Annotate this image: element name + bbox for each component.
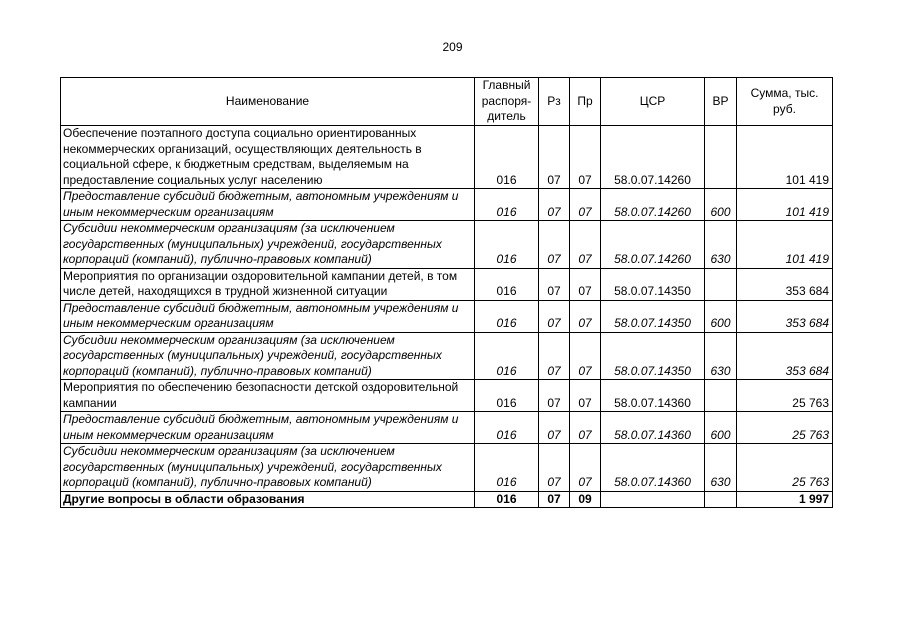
row-csr: 58.0.07.14260 [601,189,705,221]
table-header-row [61,78,833,126]
row-name: Предоставление субсидий бюджетным, автономным учреждениям и иным некоммерческим организациям [61,412,475,444]
table-row [61,300,833,332]
row-vr [705,126,737,189]
row-rz: 07 [539,300,570,332]
budget-table [60,77,833,508]
table-row [61,380,833,412]
row-grs: 016 [475,412,539,444]
header-name: Наименование [61,78,475,126]
row-vr: 630 [705,332,737,380]
row-rz: 07 [539,491,570,508]
row-rz: 07 [539,444,570,492]
row-sum: 353 684 [737,268,833,300]
row-sum: 353 684 [737,332,833,380]
row-vr: 600 [705,189,737,221]
row-vr [705,268,737,300]
row-sum: 25 763 [737,412,833,444]
header-pr: Пр [570,78,601,126]
row-csr: 58.0.07.14350 [601,332,705,380]
row-rz: 07 [539,268,570,300]
row-vr: 630 [705,444,737,492]
header-rz: Рз [539,78,570,126]
header-main-manager: Главный распоря-дитель [475,78,539,126]
row-csr: 58.0.07.14260 [601,221,705,269]
row-name: Мероприятия по организации оздоровительной кампании детей, в том числе детей, находящихся в трудной жизненной ситуации [61,268,475,300]
row-pr: 07 [570,221,601,269]
row-pr: 09 [570,491,601,508]
row-grs: 016 [475,126,539,189]
row-csr [601,491,705,508]
row-pr: 07 [570,126,601,189]
row-name: Обеспечение поэтапного доступа социально ориентированных некоммерческих организаций, осуществляющих деятельность в социальной сфере, к бюджетным средствам, выделяемым на предоставление социальных услуг населению [61,126,475,189]
row-sum: 101 419 [737,221,833,269]
row-name: Мероприятия по обеспечению безопасности детской оздоровительной кампании [61,380,475,412]
row-pr: 07 [570,300,601,332]
row-sum: 101 419 [737,189,833,221]
row-rz: 07 [539,412,570,444]
page-number: 209 [442,40,463,54]
row-csr: 58.0.07.14350 [601,268,705,300]
row-grs: 016 [475,332,539,380]
table-row [61,221,833,269]
row-grs: 016 [475,300,539,332]
row-pr: 07 [570,189,601,221]
row-grs: 016 [475,491,539,508]
row-vr [705,380,737,412]
row-vr [705,491,737,508]
row-grs: 016 [475,380,539,412]
row-csr: 58.0.07.14260 [601,126,705,189]
table-row [61,126,833,189]
row-name: Другие вопросы в области образования [61,491,475,508]
row-grs: 016 [475,221,539,269]
row-sum: 25 763 [737,380,833,412]
row-grs: 016 [475,268,539,300]
row-grs: 016 [475,189,539,221]
row-pr: 07 [570,268,601,300]
row-sum: 353 684 [737,300,833,332]
row-pr: 07 [570,332,601,380]
header-vr: ВР [705,78,737,126]
row-csr: 58.0.07.14360 [601,412,705,444]
row-pr: 07 [570,412,601,444]
row-name: Субсидии некоммерческим организациям (за исключением государственных (муниципальных) учреждений, государственных корпораций (компаний), публично-правовых компаний) [61,332,475,380]
row-csr: 58.0.07.14360 [601,444,705,492]
header-csr: ЦСР [601,78,705,126]
row-pr: 07 [570,444,601,492]
table-row-section-total [61,491,833,508]
row-vr: 600 [705,300,737,332]
row-sum: 101 419 [737,126,833,189]
row-csr: 58.0.07.14360 [601,380,705,412]
row-name: Предоставление субсидий бюджетным, автономным учреждениям и иным некоммерческим организациям [61,300,475,332]
row-vr: 600 [705,412,737,444]
row-rz: 07 [539,380,570,412]
row-grs: 016 [475,444,539,492]
row-rz: 07 [539,332,570,380]
row-name: Субсидии некоммерческим организациям (за исключением государственных (муниципальных) учреждений, государственных корпораций (компаний), публично-правовых компаний) [61,444,475,492]
table-row [61,268,833,300]
row-pr: 07 [570,380,601,412]
table-row [61,332,833,380]
row-rz: 07 [539,189,570,221]
table-row [61,412,833,444]
row-vr: 630 [705,221,737,269]
table-row [61,444,833,492]
row-rz: 07 [539,221,570,269]
row-rz: 07 [539,126,570,189]
row-csr: 58.0.07.14350 [601,300,705,332]
row-name: Субсидии некоммерческим организациям (за исключением государственных (муниципальных) учреждений, государственных корпораций (компаний), публично-правовых компаний) [61,221,475,269]
row-name: Предоставление субсидий бюджетным, автономным учреждениям и иным некоммерческим организациям [61,189,475,221]
row-sum: 1 997 [737,491,833,508]
header-sum: Сумма, тыс. руб. [737,78,833,126]
table-row [61,189,833,221]
row-sum: 25 763 [737,444,833,492]
